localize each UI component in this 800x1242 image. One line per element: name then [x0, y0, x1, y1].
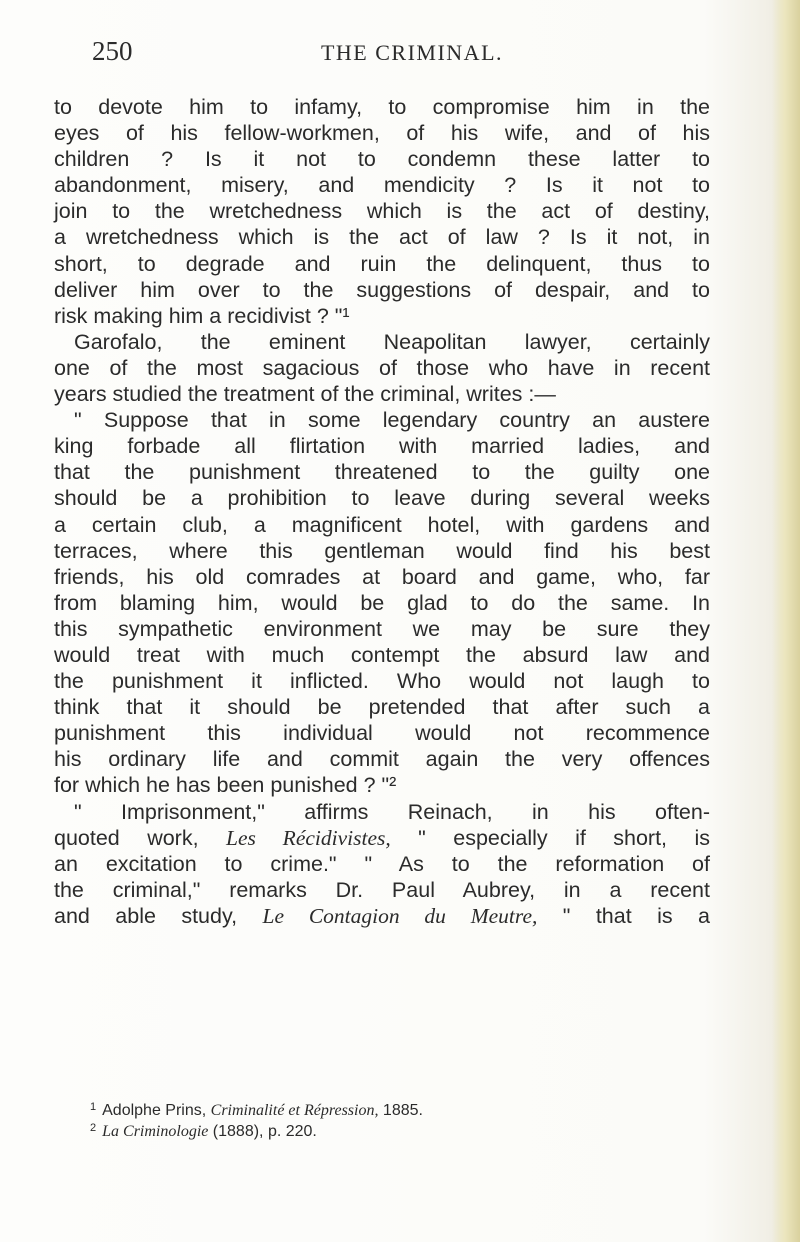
text-line: from blaming him, would be glad to do the same. In — [54, 590, 710, 615]
text-line: eyes of his fellow-workmen, of his wife, and of his — [54, 121, 710, 146]
footnote-mark: 2 — [90, 1122, 97, 1134]
footnote-mark: 1 — [90, 1101, 97, 1113]
text-line: short, to degrade and ruin the delinquent, thus to — [54, 251, 710, 276]
body-text — [54, 94, 710, 929]
text-line: that the punishment threatened to the guilty one — [54, 460, 710, 485]
footnote-text: 1885. — [378, 1102, 423, 1119]
text-line: the punishment it inflicted. Who would not laugh to — [54, 669, 710, 694]
text-line: join to the wretchedness which is the act of destiny, — [54, 199, 710, 224]
text-line: years studied the treatment of the criminal, writes :— — [54, 382, 556, 407]
text-line-mixed — [54, 903, 710, 929]
text-line: children ? Is it not to condemn these latter to — [54, 147, 710, 172]
book-title: Les Récidivistes, — [225, 825, 391, 850]
text-run: quoted work, — [54, 825, 226, 850]
text-run: and able study, — [54, 903, 263, 928]
text-line: " Suppose that in some legendary country an austere — [74, 408, 710, 433]
text-line: should be a prohibition to leave during several weeks — [54, 486, 710, 511]
footnote-title: La Criminologie — [102, 1123, 209, 1140]
text-line: an excitation to crime." " As to the reformation of — [54, 851, 710, 876]
text-line: this sympathetic environment we may be sure they — [54, 616, 710, 641]
text-line-mixed — [54, 825, 710, 851]
text-run: " especially if short, is — [390, 825, 710, 850]
text-line: a certain club, a magnificent hotel, with gardens and — [54, 512, 710, 537]
text-line: the criminal," remarks Dr. Paul Aubrey, in a recent — [54, 877, 710, 902]
text-line: punishment this individual would not recommence — [54, 721, 710, 746]
text-line: king forbade all flirtation with married ladies, and — [54, 434, 710, 459]
running-head: THE CRIMINAL. — [320, 40, 504, 65]
text-line: would treat with much contempt the absurd law and — [54, 642, 710, 667]
text-line: " Imprisonment," affirms Reinach, in his often- — [74, 799, 710, 824]
footnote-text: Adolphe Prins, — [102, 1102, 211, 1119]
text-line: Garofalo, the eminent Neapolitan lawyer, certainly — [74, 329, 710, 354]
page-number: 250 — [92, 36, 133, 66]
footnote-text: (1888), p. 220. — [208, 1123, 317, 1140]
book-title: Le Contagion du Meutre, — [262, 903, 538, 928]
text-run: " that is a — [537, 903, 710, 928]
footnote-title: Criminalité et Répression, — [210, 1102, 379, 1119]
text-line: one of the most sagacious of those who have in recent — [54, 355, 710, 380]
page-header — [92, 36, 732, 76]
text-line: think that it should be pretended that after such a — [54, 695, 710, 720]
footnote-2 — [90, 1118, 700, 1139]
text-line: risk making him a recidivist ? "¹ — [54, 303, 350, 328]
text-line: abandonment, misery, and mendicity ? Is it not to — [54, 173, 710, 198]
text-line: to devote him to infamy, to compromise him in the — [54, 95, 710, 119]
text-line: terraces, where this gentleman would find his best — [54, 538, 710, 563]
footnote-1 — [90, 1097, 700, 1118]
text-line: a wretchedness which is the act of law ? Is it not, in — [54, 225, 710, 250]
text-line: friends, his old comrades at board and game, who, far — [54, 564, 710, 589]
text-line: for which he has been punished ? "² — [54, 773, 397, 798]
text-line: his ordinary life and commit again the very offences — [54, 747, 710, 772]
footnotes — [90, 1097, 700, 1139]
page-edge-shadow — [772, 0, 800, 1242]
text-line: deliver him over to the suggestions of despair, and to — [54, 277, 710, 302]
